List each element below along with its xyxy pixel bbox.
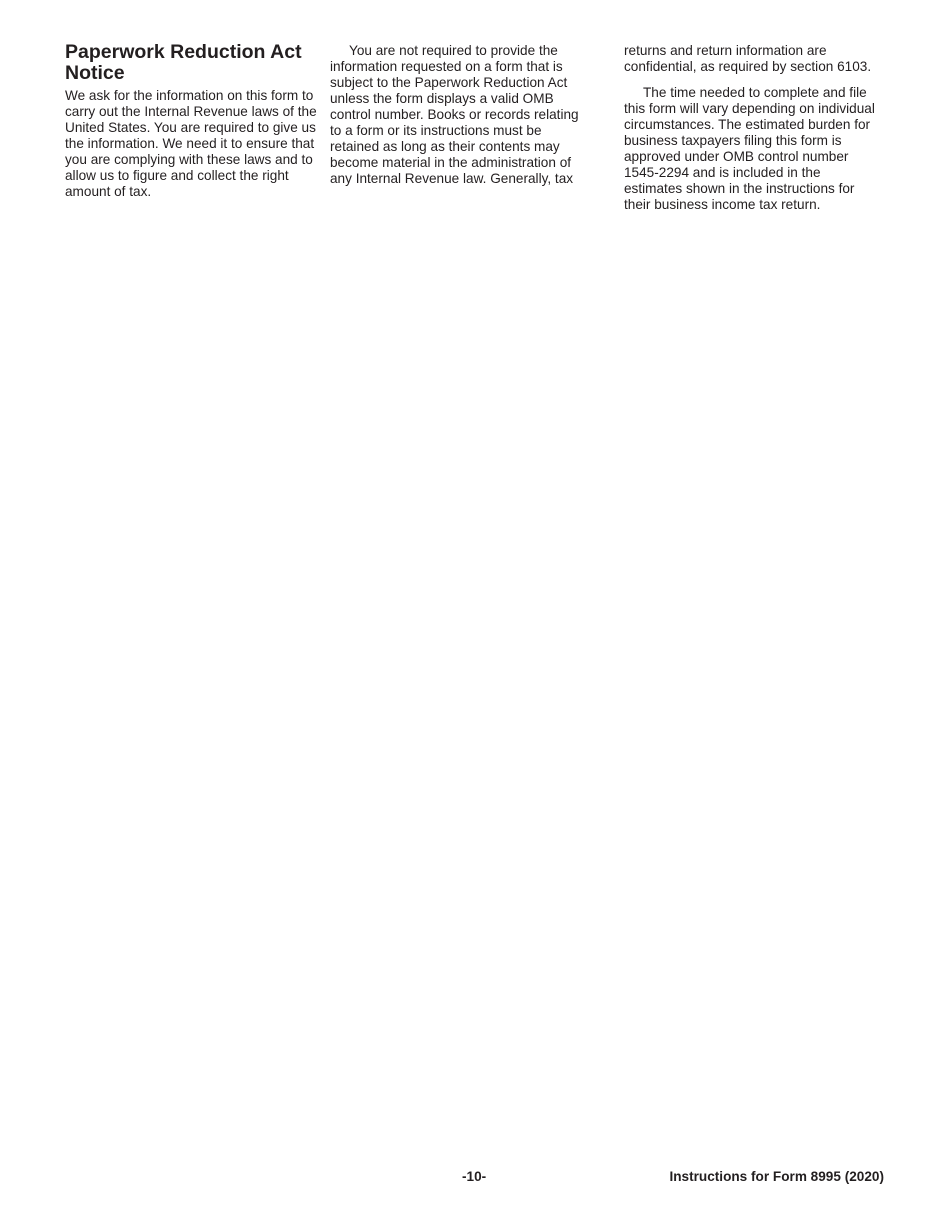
text-line: the information. We need it to ensure that [65, 136, 315, 151]
text-line: United States. You are required to give us [65, 120, 316, 135]
footer-form-name: Instructions for Form 8995 (2020) [669, 1169, 884, 1184]
text-line: any Internal Revenue law. Generally, tax [330, 171, 574, 186]
text-line: subject to the Paperwork Reduction Act [330, 75, 568, 90]
text-line: carry out the Internal Revenue laws of the [65, 104, 317, 119]
text-line: 1545-2294 and is included in the [624, 165, 821, 180]
text-line: estimates shown in the instructions for [624, 181, 855, 196]
text-line: retained as long as their contents may [330, 139, 560, 154]
text-line: The time needed to complete and file [643, 85, 867, 100]
text-line: to a form or its instructions must be [330, 123, 542, 138]
text-line: information requested on a form that is [330, 59, 563, 74]
text-line: We ask for the information on this form to [65, 88, 314, 103]
text-line: You are not required to provide the [349, 43, 558, 58]
text-line: circumstances. The estimated burden for [624, 117, 871, 132]
paragraph-omb [330, 43, 605, 187]
text-line: amount of tax. [65, 184, 152, 199]
section-heading [65, 42, 327, 84]
text-line: approved under OMB control number [624, 149, 849, 164]
text-line: unless the form displays a valid OMB [330, 91, 554, 106]
heading-line: Paperwork Reduction Act [65, 41, 302, 63]
text-line: you are complying with these laws and to [65, 152, 313, 167]
column-1 [65, 42, 327, 200]
text-line: confidential, as required by section 6103. [624, 59, 872, 74]
text-line: business taxpayers filing this form is [624, 133, 842, 148]
paragraph-confidential [624, 43, 889, 75]
text-line: become material in the administration of [330, 155, 572, 170]
page-number: -10- [462, 1169, 487, 1184]
column-2 [330, 43, 605, 187]
column-3 [624, 43, 889, 213]
text-line: their business income tax return. [624, 197, 821, 212]
paragraph-intro [65, 88, 327, 200]
heading-line: Notice [65, 62, 125, 84]
text-line: allow us to figure and collect the right [65, 168, 289, 183]
text-line: returns and return information are [624, 43, 827, 58]
paragraph-burden [624, 85, 889, 213]
text-line: control number. Books or records relating [330, 107, 579, 122]
text-line: this form will vary depending on individual [624, 101, 875, 116]
